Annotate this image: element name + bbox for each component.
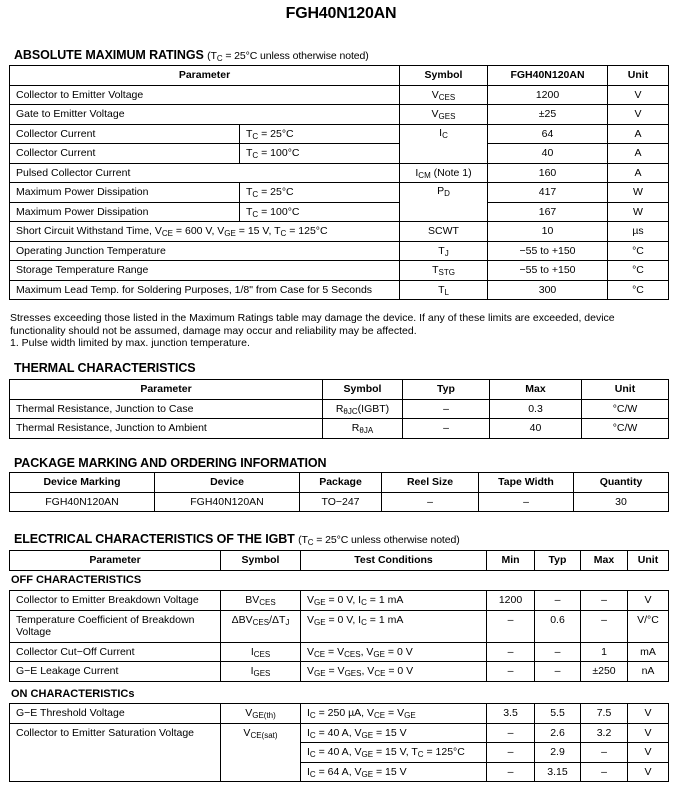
table-row: Pulsed Collector Current $I_{CM}$ (Note 1) 160 A — [10, 163, 669, 183]
table-row: Collector Current $T_C = 25^\circ C$ $I_C$ 64 A — [10, 124, 669, 144]
table-row: $I_C = 64$ A, $V_{GE} = 15$ V – 3.15 – V — [10, 762, 669, 782]
table-row: G−E Threshold Voltage $V_{GE(th)}$ $I_C = 250$ µA, $V_{CE} = V_{GE}$ 3.5 5.5 7.5 V — [10, 704, 669, 724]
electrical-header-table — [9, 550, 669, 571]
table-row: Collector to Emitter Voltage $V_{CES}$ 1200 V — [10, 85, 669, 105]
table-row: Collector to Emitter Saturation Voltage $V_{CE(sat)}$ $I_C = 40$ A, $V_{GE} = 15$ V – 2.6 3.2 V — [10, 723, 669, 743]
header-value: FGH40N120AN — [488, 66, 608, 86]
table-row: G−E Leakage Current $I_{GES}$ $V_{GE} = V_{GES}$, $V_{CE} = 0$ V – – ±250 nA — [10, 662, 669, 682]
table-row: Short Circuit Withstand Time, $V_{CE} = 600$ V, $V_{GE} = 15$ V, $T_C = 125^\circ C$ SCWT 10 µs — [10, 222, 669, 242]
table-header-row — [10, 66, 669, 86]
electrical-heading: ELECTRICAL CHARACTERISTICS OF THE IGBT ($T_C = 25^\circ C$ unless otherwise noted) — [14, 532, 460, 547]
package-ordering-table — [9, 472, 669, 512]
on-characteristics-table — [9, 703, 669, 782]
table-row: Collector Current $T_C = 100^\circ C$ 40 A — [10, 144, 669, 164]
thermal-heading: THERMAL CHARACTERISTICS — [14, 361, 196, 375]
table-header-row: Device Marking Device Package Reel Size Tape Width Quantity — [10, 473, 669, 493]
table-row: Thermal Resistance, Junction to Case $R_{\theta JC}(IGBT)$ – 0.3 °C/W — [10, 399, 669, 419]
off-characteristics-table — [9, 590, 669, 682]
table-row: Storage Temperature Range $T_{STG}$ −55 to +150 °C — [10, 261, 669, 281]
stress-footnote: Stresses exceeding those listed in the Maximum Ratings table may damage the device. If any of these limits are exceeded, device functionality should not be assumed, damage may occur and reliability may be affected. 1. Pulse width limited by max. junction temperature. — [10, 312, 670, 350]
table-row: Maximum Power Dissipation $T_C = 25^\circ C$ $P_D$ 417 W — [10, 183, 669, 203]
note-1: 1. Pulse width limited by max. junction temperature. — [10, 337, 250, 349]
table-row: FGH40N120AN FGH40N120AN TO−247 – – 30 — [10, 492, 669, 512]
package-heading: PACKAGE MARKING AND ORDERING INFORMATION — [14, 456, 327, 470]
table-row: Maximum Power Dissipation $T_C = 100^\circ C$ 167 W — [10, 202, 669, 222]
table-header-row: Parameter Symbol Typ Max Unit — [10, 380, 669, 400]
table-row: Operating Junction Temperature $T_J$ −55 to +150 °C — [10, 241, 669, 261]
absolute-maximum-ratings-table — [9, 65, 669, 300]
table-row: Temperature Coefficient of Breakdown Voltage $\Delta BV_{CES}/\Delta T_J$ $V_{GE} = 0$ V, $I_C = 1$ mA – 0.6 – V/°C — [10, 610, 669, 642]
off-characteristics-title: OFF CHARACTERISTICS — [11, 574, 142, 586]
header-unit: Unit — [608, 66, 669, 86]
table-row: Collector Cut−Off Current $I_{CES}$ $V_{CE} = V_{CES}$, $V_{GE} = 0$ V – – 1 mA — [10, 642, 669, 662]
on-characteristics-title: ON CHARACTERISTICs — [11, 688, 135, 700]
table-header-row: Parameter Symbol Test Conditions Min Typ Max Unit — [10, 551, 669, 571]
header-parameter: Parameter — [10, 66, 400, 86]
amr-heading-note: ($T_C = 25^\circ C$ unless otherwise noted) — [207, 50, 369, 63]
document-title: FGH40N120AN — [285, 5, 397, 22]
header-symbol: Symbol — [400, 66, 488, 86]
table-row: Thermal Resistance, Junction to Ambient $R_{\theta JA}$ – 40 °C/W — [10, 419, 669, 439]
table-row: Maximum Lead Temp. for Soldering Purposes, 1/8" from Case for 5 Seconds $T_L$ 300 °C — [10, 280, 669, 300]
table-row: Gate to Emitter Voltage $V_{GES}$ ±25 V — [10, 105, 669, 125]
amr-heading: ABSOLUTE MAXIMUM RATINGS ($T_C = 25^\circ C$ unless otherwise noted) — [14, 48, 369, 63]
table-row: $I_C = 40$ A, $V_{GE} = 15$ V, $T_C = 125^\circ C$ – 2.9 – V — [10, 743, 669, 763]
thermal-characteristics-table — [9, 379, 669, 439]
table-row: Collector to Emitter Breakdown Voltage $BV_{CES}$ $V_{GE} = 0$ V, $I_C = 1$ mA 1200 – – V — [10, 591, 669, 611]
